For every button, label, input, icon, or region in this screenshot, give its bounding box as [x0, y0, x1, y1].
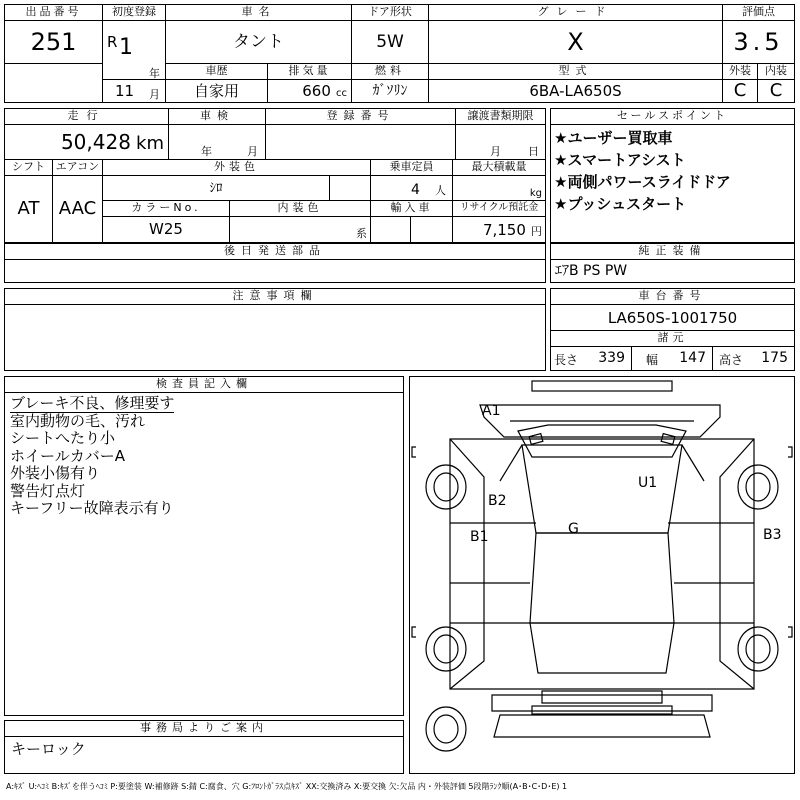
exterior-label: 外装: [723, 64, 758, 80]
aircon-value: AAC: [53, 176, 103, 242]
pillar-left: [500, 445, 522, 481]
office-value: キーロック: [11, 740, 86, 758]
specs-height-label: 高さ: [719, 353, 744, 367]
seats-cell: [371, 176, 453, 201]
door-value: 5W: [352, 21, 429, 64]
wheel-rear-right-inner: [746, 635, 770, 663]
color-no-label: カラーNo.: [103, 201, 230, 217]
wheel-front-left: [426, 465, 466, 509]
specs-height-cell: [713, 347, 794, 370]
wheel-front-right-inner: [746, 473, 770, 501]
ext-color-label: 外装色: [103, 160, 371, 176]
import-value: [371, 217, 411, 242]
mirror-left-rear: [412, 627, 416, 637]
front-bumper-bar: [532, 381, 672, 391]
chassis-label: 車台番号: [551, 289, 794, 305]
history-label: 車歴: [166, 64, 268, 80]
later-parts-block: [4, 243, 546, 283]
inspector-line: キーフリー故障表示有り: [10, 499, 174, 517]
specs-height-value: 175: [761, 350, 788, 366]
sales-point-item: ★プッシュスタート: [554, 195, 687, 213]
color-no-value: W25: [103, 217, 230, 242]
sales-points-block: [550, 108, 795, 243]
int-color-unit: 系: [356, 227, 367, 240]
lot-no-value: 251: [5, 21, 103, 63]
transfer-docs-cell: [456, 125, 545, 159]
inspector-line: 室内動物の毛、汚れ: [10, 411, 146, 430]
wheel-front-right: [738, 465, 778, 509]
roof-front: [522, 445, 682, 533]
wheel-front-left-inner: [434, 473, 458, 501]
recycle-unit: 円: [531, 225, 542, 238]
genuine-equipment-block: [550, 243, 795, 283]
recycle-value: 7,150: [482, 221, 526, 239]
sales-point-item: ★スマートアシスト: [554, 151, 686, 169]
first-reg-year-unit: 年: [149, 67, 160, 79]
reg-no-value: [266, 125, 456, 159]
car-name-label: 車名: [166, 5, 352, 21]
recycle-cell: [453, 217, 545, 242]
recycle-label: リサイクル預託金: [453, 201, 545, 217]
score-label: 評価点: [723, 5, 794, 21]
vehicle-details-block: [4, 108, 546, 243]
sales-points-label: セールスポイント: [551, 109, 794, 125]
office-block: [4, 720, 404, 774]
later-parts-value: [9, 262, 539, 282]
specs-width-label: 幅: [646, 353, 659, 367]
ext-color-extra: [329, 176, 371, 201]
exterior-value: C: [723, 80, 758, 102]
header-block: [4, 4, 795, 103]
mark-u1: U1: [638, 475, 658, 491]
mark-g: G: [568, 521, 579, 537]
history-value: 自家用: [166, 80, 268, 102]
import-extra: [411, 217, 453, 242]
specs-width-value: 147: [679, 350, 706, 366]
int-color-label: 内装色: [230, 201, 371, 217]
inspector-line-text: ブレーキ不良、修理要す: [10, 395, 175, 412]
first-reg-label: 初度登録: [103, 5, 166, 21]
shift-value: AT: [5, 176, 53, 242]
mileage-label: 走行: [5, 109, 169, 125]
lot-no-label: 出品番号: [5, 5, 103, 21]
shift-label: シフト: [5, 160, 53, 176]
max-load-unit: kg: [529, 188, 542, 199]
max-load-label: 最大積載量: [453, 160, 545, 176]
mileage-cell: [5, 125, 169, 159]
mileage-value: 50,428: [60, 130, 131, 154]
chassis-block: [550, 288, 795, 371]
transfer-docs-day-unit: 日: [528, 145, 539, 158]
sales-point-item: ★ユーザー買取車: [554, 129, 673, 147]
inspector-label: 検査員記入欄: [5, 377, 403, 393]
inspection-month-unit: 月: [247, 145, 258, 158]
lot-no-blank: [5, 63, 103, 102]
transfer-docs-label: 譲渡書類期限: [456, 109, 545, 125]
pillar-right: [682, 445, 704, 481]
later-parts-label: 後日発送部品: [5, 244, 545, 260]
mark-b2: B2: [488, 493, 507, 509]
roof-rear: [530, 623, 674, 673]
left-side-line: [450, 439, 484, 689]
model-label: 型式: [429, 64, 723, 80]
grade-value: X: [429, 21, 723, 64]
seats-unit: 人: [435, 184, 446, 197]
mirror-right-front: [788, 447, 792, 457]
inspector-block: [4, 376, 404, 716]
car-name-value: タント: [166, 21, 352, 64]
inspector-line: 警告灯点灯: [10, 481, 86, 500]
first-reg-month-cell: [103, 79, 166, 102]
inspector-line: [5, 395, 403, 413]
first-reg-era: R: [107, 33, 118, 51]
chassis-value: LA650S-1001750: [551, 305, 794, 331]
inspector-line: シートへたり小: [10, 429, 116, 447]
body-outline: [450, 439, 754, 689]
grade-label: グレード: [429, 5, 723, 21]
car-diagram: [409, 376, 795, 774]
max-load-cell: [453, 176, 545, 201]
reg-no-label: 登録番号: [266, 109, 456, 125]
int-color-cell: [230, 217, 371, 242]
specs-width-cell: [632, 347, 713, 370]
rear-plate: [542, 691, 662, 703]
office-label: 事務局よりご案内: [5, 721, 403, 737]
interior-value: C: [769, 80, 783, 101]
rear-outline: [494, 715, 710, 737]
wheel-rear-left-inner: [434, 635, 458, 663]
inspection-year-unit: 年: [201, 145, 212, 158]
first-reg-cell: [103, 21, 166, 79]
seats-value: 4: [410, 182, 420, 198]
displacement-value: 660: [302, 82, 331, 100]
displacement-cell: [268, 80, 352, 102]
notes-block: [4, 288, 546, 371]
fuel-label: 燃料: [352, 64, 429, 80]
spare-wheel: [426, 707, 466, 751]
genuine-equipment-value: ｴｱB PS PW: [555, 263, 628, 279]
inspector-line: ホイールカバーA: [10, 446, 125, 465]
genuine-equipment-label: 純正装備: [551, 244, 794, 260]
first-reg-month: 11: [115, 82, 135, 100]
legend-footer: A:ｷｽﾞ U:ﾍｺﾐ B:ｷｽﾞを伴うﾍｺﾐ P:要塗装 W:補修跡 S:錆 C:腐食、穴 G:ﾌﾛﾝﾄｶﾞﾗｽ点ｷｽﾞ XX:交換済み X:要交換 欠:欠品 内・外装評価 5段階ﾗﾝｸ順(A･B･C･D･E) 1: [6, 782, 568, 791]
specs-length-value: 339: [598, 350, 625, 366]
model-value: 6BA-LA650S: [429, 80, 723, 102]
sales-points-list: [551, 127, 794, 237]
interior-label: 内装: [758, 64, 794, 80]
car-diagram-svg: [410, 377, 794, 773]
wheel-rear-left: [426, 627, 466, 671]
seats-label: 乗車定員: [371, 160, 453, 176]
specs-label: 諸元: [551, 331, 794, 347]
wheel-rear-right: [738, 627, 778, 671]
roof-center: [530, 533, 674, 623]
aircon-label: エアコン: [53, 160, 103, 176]
fuel-value: ｶﾞｿﾘﾝ: [352, 80, 429, 102]
notes-label: 注意事項欄: [5, 289, 545, 305]
mark-a1: A1: [482, 403, 501, 419]
inspection-label: 車検: [169, 109, 266, 125]
first-reg-year: 1: [119, 35, 133, 60]
displacement-unit: cc: [336, 88, 347, 99]
transfer-docs-month-unit: 月: [490, 145, 501, 158]
displacement-label: 排気量: [268, 64, 352, 80]
mileage-unit: km: [136, 133, 164, 154]
mark-b3: B3: [763, 527, 782, 543]
import-label: 輸入車: [371, 201, 453, 217]
first-reg-month-unit: 月: [149, 88, 160, 101]
sales-point-item: ★両側パワースライドドア: [554, 173, 731, 191]
right-side-line: [720, 439, 754, 689]
mirror-left-front: [412, 447, 416, 457]
door-label: ドア形状: [352, 5, 429, 21]
rear-bumper-bar: [532, 706, 672, 714]
score-value: 3.5: [733, 28, 784, 56]
inspector-line: 外装小傷有り: [10, 464, 101, 482]
inspection-cell: [169, 125, 266, 159]
specs-length-cell: [551, 347, 632, 370]
specs-length-label: 長さ: [554, 353, 579, 367]
inspector-lines: [5, 395, 403, 715]
mark-b1: B1: [470, 529, 489, 545]
ext-color-value: ｼﾛ: [103, 176, 329, 201]
mirror-right-rear: [788, 627, 792, 637]
notes-value: [9, 307, 539, 367]
spare-wheel-inner: [434, 715, 458, 743]
